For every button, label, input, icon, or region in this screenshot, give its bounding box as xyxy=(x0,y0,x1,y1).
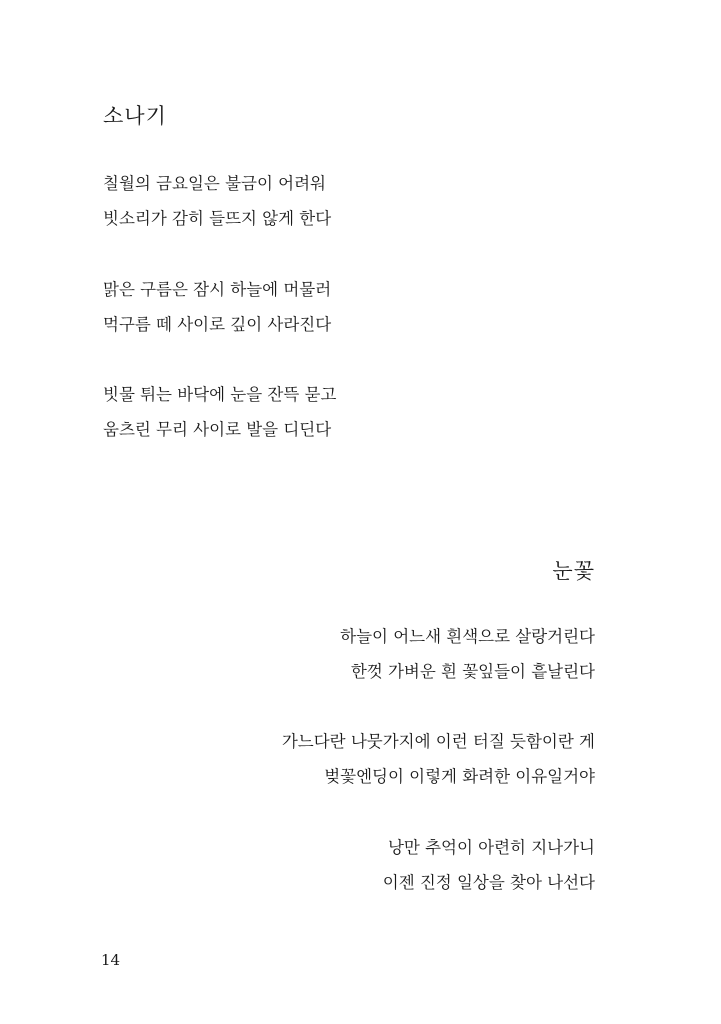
poem-line: 이젠 진정 일상을 찾아 나선다 xyxy=(382,873,595,892)
page-number: 14 xyxy=(101,951,121,969)
poem-line: 낭만 추억이 아련히 지나가니 xyxy=(387,838,595,857)
poem-line: 벚꽃엔딩이 이렇게 화려한 이유일거야 xyxy=(324,767,595,786)
poem-line: 빗물 튀는 바닥에 눈을 잔뜩 묻고 xyxy=(103,385,337,404)
poem-line: 빗소리가 감히 들뜨지 않게 한다 xyxy=(103,209,332,228)
poem-line: 하늘이 어느새 흰색으로 살랑거린다 xyxy=(340,627,595,646)
poem-title-nunkkot: 눈꽃 xyxy=(552,559,595,583)
poem-line: 칠월의 금요일은 불금이 어려워 xyxy=(103,174,326,193)
poem-line: 한껏 가벼운 흰 꽃잎들이 흩날린다 xyxy=(350,662,595,681)
poem-line: 맑은 구름은 잠시 하늘에 머물러 xyxy=(103,280,332,299)
poem-line: 가느다란 나뭇가지에 이런 터질 듯함이란 게 xyxy=(281,732,595,751)
poem-title-sonagi: 소나기 xyxy=(103,104,167,128)
poem-line: 먹구름 떼 사이로 깊이 사라진다 xyxy=(103,315,332,334)
poem-line: 움츠린 무리 사이로 발을 디딘다 xyxy=(103,420,332,439)
